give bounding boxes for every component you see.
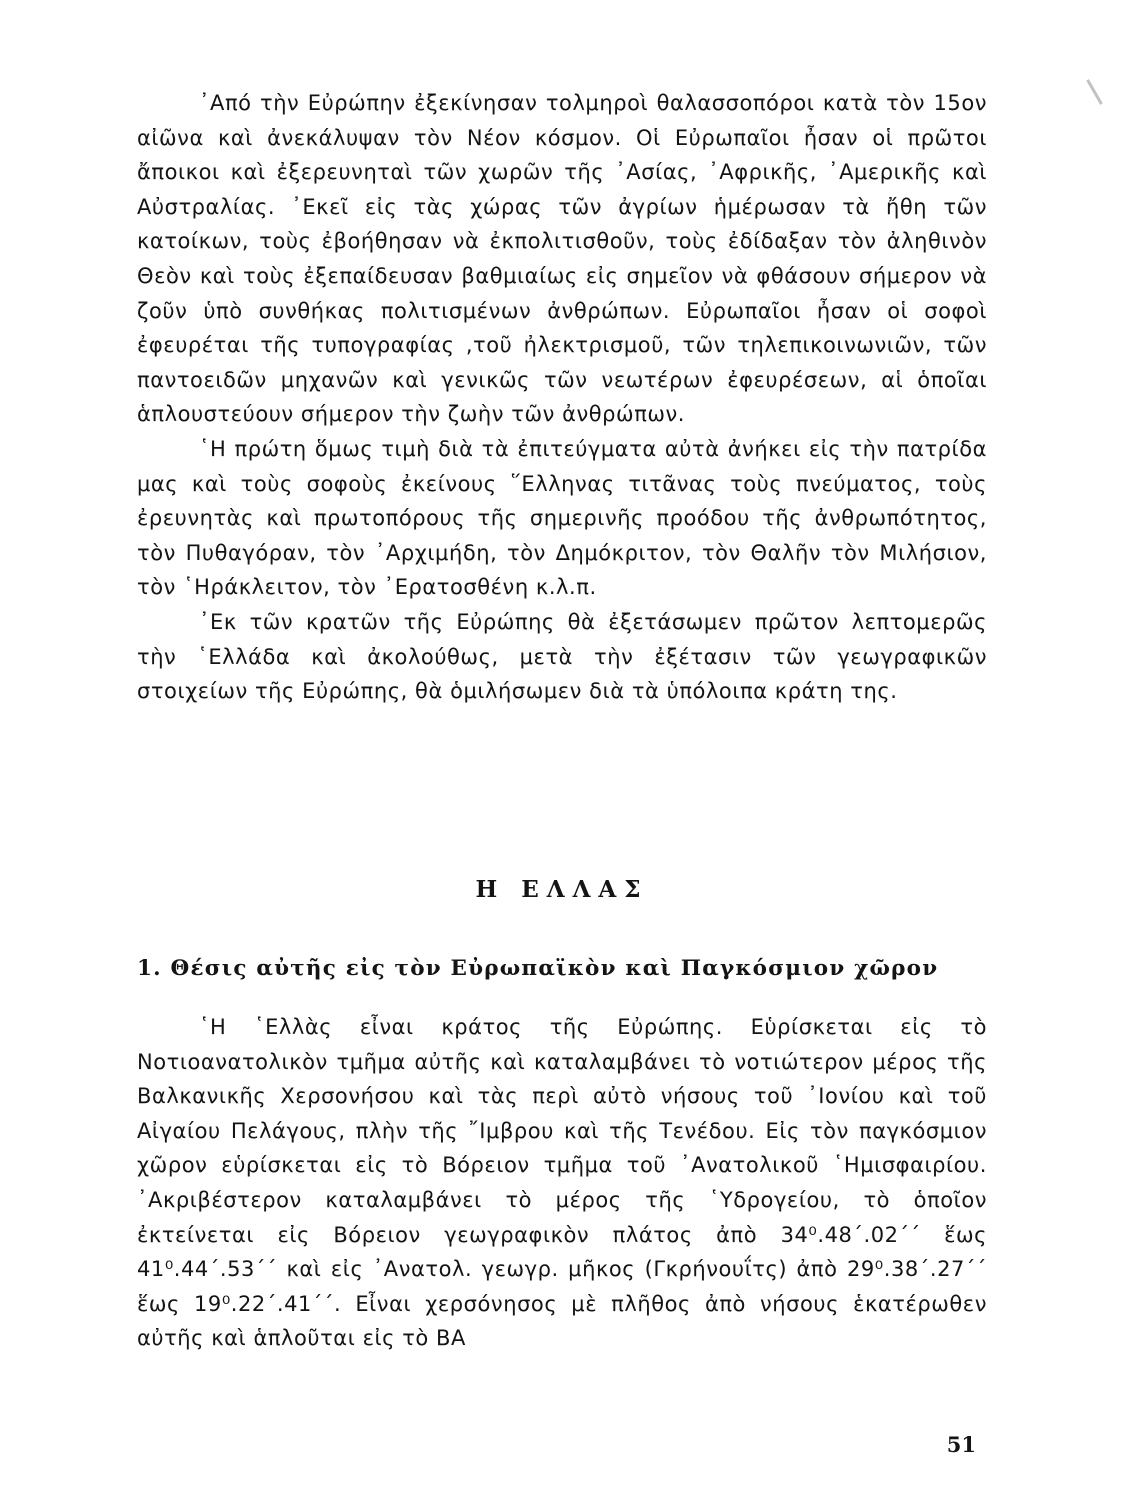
scan-mark: [1086, 79, 1103, 105]
section-text: [137, 1010, 987, 1356]
section-title: Η ΕΛΛΑΣ: [475, 876, 649, 903]
page-number: 51: [946, 1432, 976, 1457]
intro-text: [137, 86, 987, 709]
intro-paragraph-3: ᾿Εκ τῶν κρατῶν τῆς Εὐρώπης θὰ ἐξετάσωμεν πρῶτον λεπτομερῶς τὴν ῾Ελλάδα καὶ ἀκολούθως, μετὰ τὴν ἐξέτασιν τῶν γεωγραφικῶν στοιχείων τῆς Εὐρώπης, θὰ ὁμιλήσωμεν διὰ τὰ ὑπόλοιπα κράτη της.: [137, 609, 987, 704]
section-subtitle: 1. Θέσις αὐτῆς εἰς τὸν Εὐρωπαϊκὸν καὶ Παγκόσμιον χῶρον: [137, 956, 939, 981]
section-paragraph-1: ῾Η ῾Ελλὰς εἶναι κράτος τῆς Εὐρώπης. Εὑρίσκεται εἰς τὸ Νοτιοανατολικὸν τμῆμα αὐτῆς καὶ καταλαμβάνει τὸ νοτιώτερον μέρος τῆς Βαλκανικῆς Χερσονήσου καὶ τὰς περὶ αὐτὸ νήσους τοῦ ᾿Ιονίου καὶ τοῦ Αἰγαίου Πελάγους, πλὴν τῆς ῎Ιμβρου καὶ τῆς Τενέδου. Εἰς τὸν παγκόσμιον χῶρον εὑρίσκεται εἰς τὸ Βόρειον τμῆμα τοῦ ᾿Ανατολικοῦ ῾Ημισφαιρίου. ᾿Ακριβέστερον καταλαμβάνει τὸ μέρος τῆς ῾Υδρογείου, τὸ ὁποῖον ἐκτείνεται εἰς Βόρειον γεωγραφικὸν πλάτος ἀπὸ 34⁰.48΄.02΄΄ ἕως 41⁰.44΄.53΄΄ καὶ εἰς ᾿Ανατολ. γεωγρ. μῆκος (Γκρήνουΐτς) ἀπὸ 29⁰.38΄.27΄΄ ἕως 19⁰.22΄.41΄΄. Εἶναι χερσόνησος μὲ πλῆθος ἀπὸ νήσους ἑκατέρωθεν αὐτῆς καὶ ἁπλοῦται εἰς τὸ ΒΑ: [137, 1015, 987, 1351]
intro-paragraph-1: ᾿Από τὴν Εὐρώπην ἐξεκίνησαν τολμηροὶ θαλασσοπόροι κατὰ τὸν 15ον αἰῶνα καὶ ἀνεκάλυψαν τὸν Νέον κόσμον. Οἱ Εὐρωπαῖοι ἦσαν οἱ πρῶτοι ἄποικοι καὶ ἐξερευνηταὶ τῶν χωρῶν τῆς ᾿Ασίας, ᾿Αφρικῆς, ᾿Αμερικῆς καὶ Αὐστραλίας. ᾿Εκεῖ εἰς τὰς χώρας τῶν ἀγρίων ἡμέρωσαν τὰ ἤθη τῶν κατοίκων, τοὺς ἐβοήθησαν νὰ ἐκπολιτισθοῦν, τοὺς ἐδίδαξαν τὸν ἀληθινὸν Θεὸν καὶ τοὺς ἐξεπαίδευσαν βαθμιαίως εἰς σημεῖον νὰ φθάσουν σήμερον νὰ ζοῦν ὑπὸ συνθήκας πολιτισμένων ἀνθρώπων. Εὐρωπαῖοι ἦσαν οἱ σοφοὶ ἐφευρέται τῆς τυπογραφίας ,τοῦ ἠλεκτρισμοῦ, τῶν τηλεπικοινωνιῶν, τῶν παντοειδῶν μηχανῶν καὶ γενικῶς τῶν νεωτέρων ἐφευρέσεων, αἱ ὁποῖαι ἁπλουστεύουν σήμερον τὴν ζωὴν τῶν ἀνθρώπων.: [137, 91, 987, 427]
intro-paragraph-2: ῾Η πρώτη ὅμως τιμὴ διὰ τὰ ἐπιτεύγματα αὐτὰ ἀνήκει εἰς τὴν πατρίδα μας καὶ τοὺς σοφοὺς ἐκείνους ῞Ελληνας τιτᾶνας τοὺς πνεύματος, τοὺς ἐρευνητὰς καὶ πρωτοπόρους τῆς σημερινῆς προόδου τῆς ἀνθρωπότητος, τὸν Πυθαγόραν, τὸν ᾿Αρχιμήδη, τὸν Δημόκριτον, τὸν Θαλῆν τὸν Μιλήσιον, τὸν ῾Ηράκλειτον, τὸν ᾿Ερατοσθένη κ.λ.π.: [137, 436, 987, 600]
